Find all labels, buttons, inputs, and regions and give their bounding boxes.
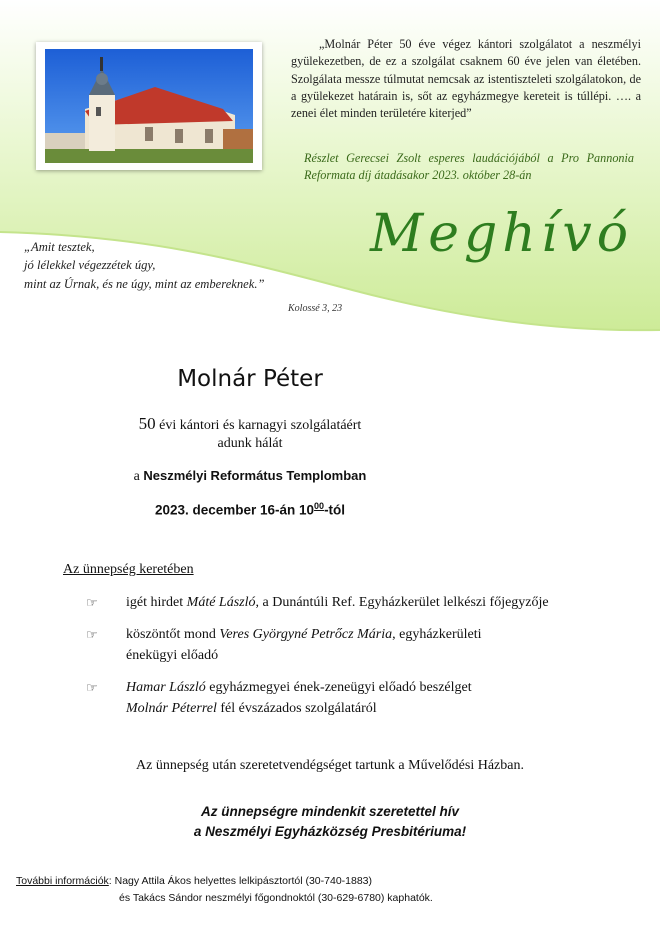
- greeter-name: Veres Györgyné Petrőcz Mária: [219, 627, 393, 642]
- honoree-name: Molnár Péter: [177, 366, 323, 392]
- event-time-suffix: -tól: [324, 502, 346, 518]
- quote-source: Részlet Gerecsei Zsolt esperes laudációjából a Pro Pannonia Reformata díj átadásakor 2023. október 28-án: [304, 151, 634, 183]
- place-prefix: a: [133, 469, 140, 484]
- service-years: 50: [138, 414, 156, 433]
- choir-photo: [400, 395, 640, 525]
- page-title: Meghívó: [370, 204, 634, 264]
- program-item: ☞ Hamar László egyházmegyei ének-zeneügyi előadó beszélget Molnár Péterrel fél évszázados szolgálatáról: [126, 677, 472, 719]
- program-item: ☞ igét hirdet Máté László, a Dunántúli Ref. Egyházkerület lelkészi főjegyzője: [126, 592, 549, 613]
- hand-pointer-icon: ☞: [86, 680, 98, 695]
- info-line-1: : Nagy Attila Ákos helyettes lelkipásztortól (30-740-1883): [108, 875, 373, 887]
- program-heading: Az ünnepség keretében: [63, 562, 194, 577]
- invitation: [0, 802, 660, 842]
- reception-note: Az ünnepség után szeretetvendégséget tartunk a Művelődési Házban.: [136, 758, 524, 773]
- contact-info: [16, 873, 433, 907]
- event-time-minutes: 00: [314, 501, 325, 511]
- verse-line-1: „Amit tesztek,: [24, 240, 95, 254]
- bible-verse: [24, 238, 265, 293]
- preacher-name: Máté László: [186, 595, 256, 610]
- verse-line-2: jó lélekkel végezzétek úgy,: [24, 258, 156, 273]
- place-name: Neszmélyi Református Templomban: [143, 468, 367, 483]
- church-photo: [36, 42, 262, 170]
- hand-pointer-icon: ☞: [86, 595, 98, 610]
- interviewer-name: Hamar László: [126, 680, 206, 695]
- laudation-quote: [291, 36, 641, 122]
- hand-pointer-icon: ☞: [86, 627, 98, 642]
- quote-text: „Molnár Péter 50 éve végez kántori szolgálatot a neszmélyi gyülekezetben, de ez a szolgálat csaknem 60 éve jelen van életében. Szolgálata messze túlmutat nemcsak az istentiszteleti szolgálatokon, de a gyülekezet határain is, sőt az egyházmegye kereteit is túllépi. …. a zenei élet minden területére kiterjed”: [291, 37, 641, 121]
- info-line-2: és Takács Sándor neszmélyi főgondnoktól (30-629-6780) kaphatók.: [119, 892, 433, 904]
- interviewee-name: Molnár Péterrel: [126, 701, 217, 716]
- invitation-line-1: Az ünnepségre mindenkit szeretettel hív: [200, 804, 460, 819]
- thanks-line: adunk hálát: [217, 436, 283, 451]
- event-date: 2023. december 16-án 10: [154, 502, 315, 518]
- service-text: évi kántori és karnagyi szolgálatáért: [159, 418, 362, 433]
- invitation-line-2: a Neszmélyi Egyházközség Presbitériuma!: [193, 824, 467, 839]
- verse-reference: Kolossé 3, 23: [288, 303, 343, 314]
- program-item: ☞ köszöntőt mond Veres Györgyné Petrőcz Mária, egyházkerületi énekügyi előadó: [126, 624, 482, 666]
- info-label: További információk: [16, 875, 109, 887]
- verse-line-3: mint az Úrnak, és ne úgy, mint az embereknek.”: [24, 276, 265, 291]
